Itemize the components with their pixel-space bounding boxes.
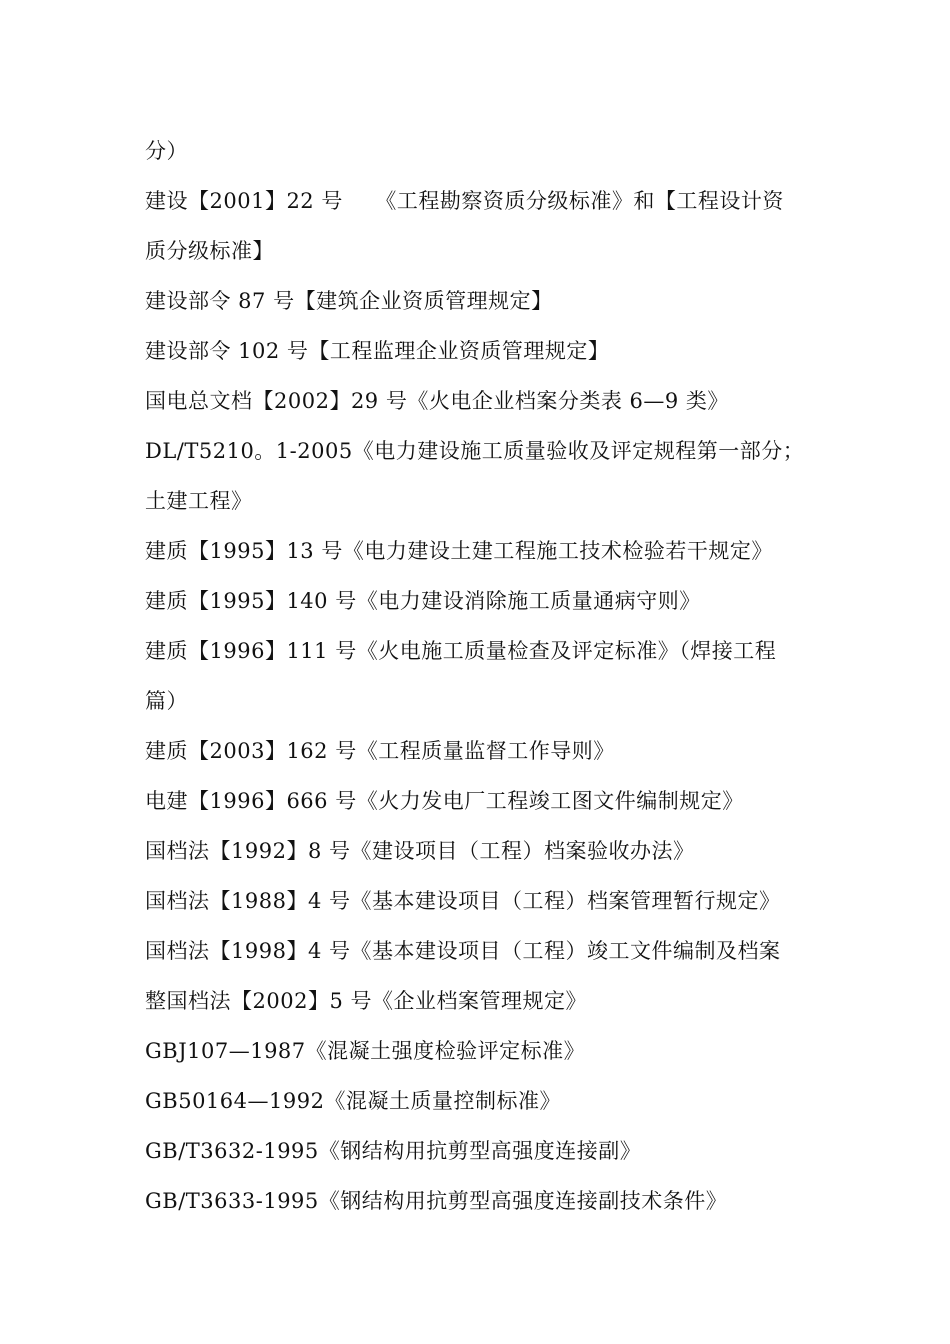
text-line: 分） <box>145 139 188 163</box>
text-line: GBJ107—1987《混凝土强度检验评定标准》 <box>145 1039 586 1063</box>
text-line: 国电总文档【2002】29 号《火电企业档案分类表 6—9 类》 <box>145 389 729 413</box>
text-line: 建质【1995】140 号《电力建设消除施工质量通病守则》 <box>145 589 701 613</box>
text-line: 建质【1996】111 号《火电施工质量检查及评定标准》（焊接工程 <box>145 639 777 663</box>
document-body <box>145 126 815 1226</box>
text-line: 国档法【1988】4 号《基本建设项目（工程）档案管理暂行规定》 <box>145 889 781 913</box>
text-line: 质分级标准】 <box>145 239 274 263</box>
text-line: 国档法【1992】8 号《建设项目（工程）档案验收办法》 <box>145 839 695 863</box>
text-line: 建设部令 102 号【工程监理企业资质管理规定】 <box>145 339 610 363</box>
text-line: 建设【2001】22 号 《工程勘察资质分级标准》和【工程设计资 <box>145 189 784 213</box>
text-line: 整国档法【2002】5 号《企业档案管理规定》 <box>145 989 587 1013</box>
text-line: GB/T3633-1995《钢结构用抗剪型高强度连接副技术条件》 <box>145 1189 728 1213</box>
text-line: 土建工程》 <box>145 489 253 513</box>
text-line: DL/T5210。1-2005《电力建设施工质量验收及评定规程第一部分； <box>145 439 805 463</box>
text-line: 电建【1996】666 号《火力发电厂工程竣工图文件编制规定》 <box>145 789 744 813</box>
text-line: 国档法【1998】4 号《基本建设项目（工程）竣工文件编制及档案 <box>145 939 781 963</box>
text-line: 篇） <box>145 689 188 713</box>
text-line: 建质【2003】162 号《工程质量监督工作导则》 <box>145 739 615 763</box>
text-line: 建质【1995】13 号《电力建设土建工程施工技术检验若干规定》 <box>145 539 773 563</box>
text-line: GB50164—1992《混凝土质量控制标准》 <box>145 1089 561 1113</box>
text-line: GB/T3632-1995《钢结构用抗剪型高强度连接副》 <box>145 1139 642 1163</box>
text-line: 建设部令 87 号【建筑企业资质管理规定】 <box>145 289 553 313</box>
